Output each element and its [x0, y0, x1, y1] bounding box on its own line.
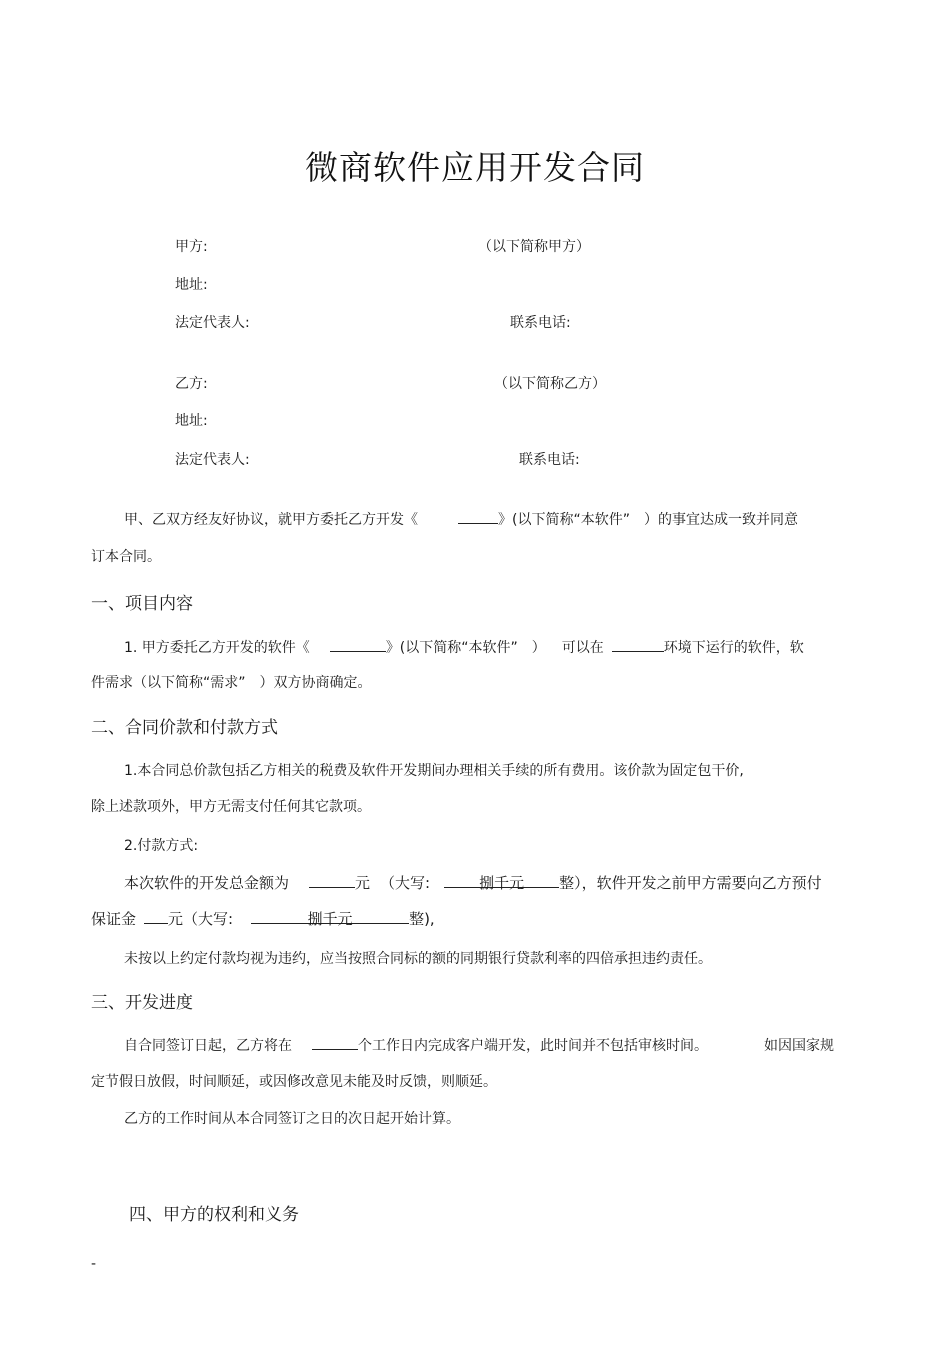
s1-text-3: ）: [531, 640, 546, 656]
working-days-blank: [312, 1034, 358, 1050]
section-2-p1-line2: 除上述款项外，甲方无需支付任何其它款项。: [91, 799, 371, 815]
section-4-heading: 四、甲方的权利和义务: [129, 1205, 299, 1225]
s1-line2-text: 件需求（以下简称“需求”: [91, 675, 246, 691]
environment-blank: [612, 636, 664, 652]
party-a-rep-label: 法定代表人:: [175, 315, 250, 331]
total-amount-blank: [309, 872, 355, 888]
section-1-item-1: [124, 636, 804, 657]
intro-line-2: 订本合同。: [91, 549, 161, 565]
s2-deposit-text-3: 整),: [409, 910, 435, 928]
breach-clause: 未按以上约定付款均视为违约，应当按照合同标的额的同期银行贷款利率的四倍承担违约责任。: [124, 951, 712, 967]
party-b-label: 乙方:: [175, 376, 208, 392]
total-amount-in-words: 捌千元: [444, 872, 559, 888]
s3-text-1: 自合同签订日起，乙方将在: [124, 1038, 292, 1054]
section-2-heading: 二、合同价款和付款方式: [91, 718, 278, 738]
s1-text-4: 可以在: [561, 640, 604, 656]
total-amount-line: [124, 872, 822, 893]
party-a-phone-label: 联系电话:: [510, 315, 571, 331]
deposit-amount-blank: [144, 908, 168, 924]
s1-line2-text-b: ）双方协商确定。: [259, 675, 372, 691]
section-1-heading: 一、项目内容: [91, 594, 193, 614]
s3-text-3: 如因国家规: [764, 1038, 834, 1054]
s1-text-1: 1. 甲方委托乙方开发的软件《: [124, 640, 310, 656]
page-footer-mark: -: [91, 1256, 97, 1272]
section-1-item-1-line-2: [91, 672, 372, 692]
s2-deposit-text-1: 保证金: [91, 910, 137, 928]
s2-daxie: （大写:: [380, 874, 431, 892]
software-name-blank: [458, 508, 498, 524]
section-3-heading: 三、开发进度: [91, 993, 193, 1013]
party-b-phone-label: 联系电话:: [519, 452, 580, 468]
intro-text-1: 甲、乙双方经友好协议，就甲方委托乙方开发《: [124, 512, 418, 528]
deposit-line: [91, 908, 435, 929]
document-title: 微商软件应用开发合同: [305, 148, 645, 187]
intro-text-2: 》(以下简称“本软件”: [498, 512, 630, 528]
s2-deposit-text-2: 元（大写:: [168, 910, 234, 928]
s1-text-2: 》(以下简称“本软件”: [385, 640, 518, 656]
s2-yuan: 元: [355, 874, 371, 892]
section-3-p1-line2: 定节假日放假，时间顺延，或因修改意见未能及时反馈，则顺延。: [91, 1074, 497, 1090]
section-2-p1-line1: 1.本合同总价款包括乙方相关的税费及软件开发期间办理相关手续的所有费用。该价款为固定包干价,: [124, 763, 744, 779]
s3-text-2: 个工作日内完成客户端开发，此时间并不包括审核时间。: [358, 1038, 708, 1054]
s2-total-text-4: 整），软件开发之前甲方需要向乙方预付: [559, 874, 822, 892]
software-name-blank-2: [330, 636, 386, 652]
intro-paragraph: [124, 508, 798, 529]
party-b-address-label: 地址:: [175, 413, 208, 429]
party-b-short-name: （以下简称乙方）: [494, 376, 606, 392]
s2-total-text-1: 本次软件的开发总金额为: [124, 874, 290, 892]
intro-text-3: ）的事宜达成一致并同意: [643, 512, 798, 528]
party-a-label: 甲方:: [175, 239, 208, 255]
party-a-address-label: 地址:: [175, 277, 208, 293]
section-3-p1-line1: [124, 1034, 834, 1055]
s1-text-5: 环境下运行的软件，软: [663, 640, 804, 656]
party-b-rep-label: 法定代表人:: [175, 452, 250, 468]
section-3-p2: 乙方的工作时间从本合同签订之日的次日起开始计算。: [124, 1111, 460, 1127]
payment-method-label: 2.付款方式:: [124, 838, 199, 854]
party-a-short-name: （以下简称甲方）: [478, 239, 590, 255]
deposit-amount-in-words: 捌千元: [251, 908, 409, 924]
